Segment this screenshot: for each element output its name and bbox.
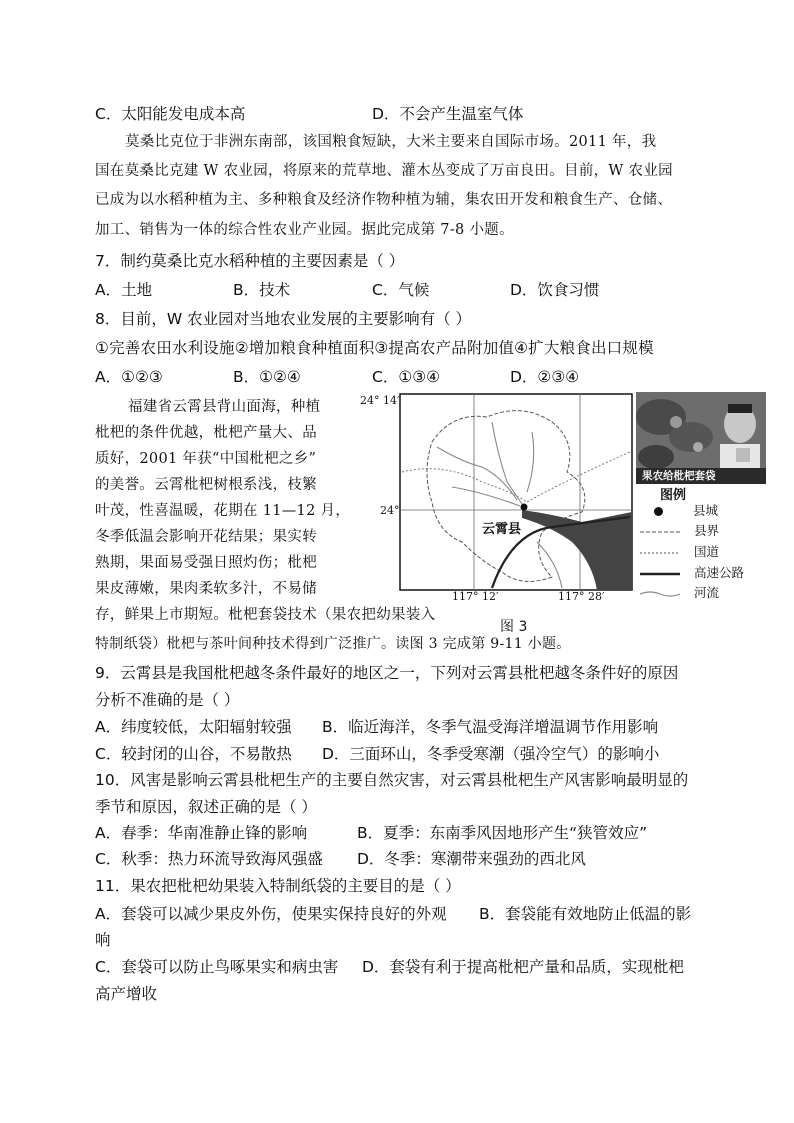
q7-option-a: A．土地	[95, 281, 153, 299]
passage2-line-7: 熟期，果面易受强日照灼伤；枇杷	[95, 555, 317, 571]
expressway-icon	[640, 570, 680, 578]
passage1-line-1: 莫桑比克位于非洲东南部，该国粮食短缺，大米主要来自国际市场。2011 年，我	[125, 134, 657, 150]
q9-stem-line-1: 9．云霄县是我国枇杷越冬条件最好的地区之一，下列对云霄县枇杷越冬条件好的原因	[95, 664, 679, 682]
q7-option-b: B．技术	[233, 281, 291, 299]
passage2-line-2: 枇杷的条件优越，枇杷产量大、品	[95, 425, 317, 441]
q8-stem: 8．目前，W 农业园对当地农业发展的主要影响有（ ）	[95, 310, 472, 328]
lat-mid-label: 24°	[380, 504, 400, 517]
passage2-line-1: 福建省云霄县背山面海，种植	[128, 399, 321, 415]
yunxiao-map	[392, 392, 636, 602]
legend-border-label: 县界	[694, 523, 720, 538]
q10-option-b: B．夏季：东南季风因地形产生“狭管效应”	[357, 824, 648, 842]
legend-national-road	[640, 542, 719, 560]
legend-river	[640, 583, 719, 601]
q9-stem-line-2: 分析不准确的是（ ）	[95, 691, 240, 709]
passage1-line-4: 加工、销售为一体的综合性农业产业园。据此完成第 7-8 小题。	[95, 222, 514, 238]
q10-stem-line-2: 季节和原因，叙述正确的是（ ）	[95, 798, 317, 816]
figure-caption: 图 3	[500, 619, 528, 635]
legend-county-label: 县城	[693, 503, 719, 518]
passage2-line-10: 特制纸袋）枇杷与茶叶间种技术得到广泛推广。读图 3 完成第 9-11 小题。	[95, 636, 571, 652]
passage1-line-2: 国在莫桑比克建 W 农业园，将原来的荒草地、灌木丛变成了万亩良田。目前，W 农业园	[95, 163, 673, 179]
lon-left-label: 117° 12′	[452, 590, 499, 603]
farmer-photo	[636, 392, 766, 484]
legend-road-label: 国道	[694, 544, 720, 559]
county-seat-icon	[654, 507, 663, 516]
q10-option-a: A．春季：华南准静止锋的影响	[95, 824, 308, 842]
q6-option-d: D．不会产生温室气体	[372, 105, 524, 123]
map-figure-3	[360, 392, 636, 635]
q8-option-d: D．②③④	[510, 368, 580, 386]
q7-option-c: C．气候	[372, 281, 430, 299]
q11-option-d-line-1: D．套袋有利于提高枇杷产量和品质，实现枇杷	[362, 958, 684, 976]
passage2-line-8: 果皮薄嫩，果肉柔软多汁，不易储	[95, 581, 317, 597]
passage2-line-6: 冬季低温会影响开花结果；果实转	[95, 529, 317, 545]
passage2-line-5: 叶茂，性喜温暖，花期在 11—12 月，	[95, 503, 351, 519]
q11-stem: 11．果农把枇杷幼果装入特制纸袋的主要目的是（ ）	[95, 877, 461, 895]
lon-right-label: 117° 28′	[558, 590, 605, 603]
legend-border	[640, 521, 719, 539]
q11-option-b-line-1: B．套袋能有效地防止低温的影	[479, 905, 692, 923]
passage2-line-9: 存，鲜果上市期短。枇杷套袋技术（果农把幼果装入	[95, 607, 436, 623]
passage2-line-3: 质好，2001 年获“中国枇杷之乡”	[95, 451, 317, 467]
q9-option-d: D．三面环山，冬季受寒潮（强冷空气）的影响小	[322, 745, 660, 763]
legend-river-label: 河流	[694, 585, 720, 600]
legend-expressway	[640, 563, 744, 581]
legend-county-seat	[640, 501, 718, 519]
q9-option-a: A．纬度较低，太阳辐射较强	[95, 718, 292, 736]
q6-option-c: C．太阳能发电成本高	[95, 105, 246, 123]
q8-option-b: B．①②④	[233, 368, 301, 386]
photo-caption: 果农给枇杷套袋	[642, 470, 716, 482]
q11-option-a: A．套袋可以减少果皮外伤，使果实保持良好的外观	[95, 905, 447, 923]
lat-top-label: 24° 14′	[360, 394, 400, 407]
passage1-line-3: 已成为以水稻种植为主、多种粮食及经济作物种植为辅，集农田开发和粮食生产、仓储、	[95, 192, 673, 208]
q10-stem-line-1: 10．风害是影响云霄县枇杷生产的主要自然灾害，对云霄县枇杷生产风害影响最明显的	[95, 771, 689, 789]
county-seat-marker	[521, 504, 528, 511]
q8-items: ①完善农田水利设施②增加粮食种植面积③提高农产品附加值④扩大粮食出口规模	[95, 339, 654, 357]
border-line-icon	[640, 528, 680, 536]
q11-option-b-line-2: 响	[95, 931, 111, 949]
q8-option-a: A．①②③	[95, 368, 163, 386]
county-name-label: 云霄县	[482, 522, 522, 537]
q10-option-d: D．冬季：寒潮带来强劲的西北风	[357, 850, 586, 868]
q11-option-d-line-2: 高产增收	[95, 985, 158, 1003]
q9-option-c: C．较封闭的山谷，不易散热	[95, 745, 292, 763]
legend-expressway-label: 高速公路	[694, 565, 745, 580]
q7-option-d: D．饮食习惯	[510, 281, 600, 299]
q11-option-c: C．套袋可以防止鸟啄果实和病虫害	[95, 958, 339, 976]
q8-option-c: C．①③④	[372, 368, 441, 386]
river-icon	[640, 590, 680, 598]
q10-option-c: C．秋季：热力环流导致海风强盛	[95, 850, 323, 868]
national-road-icon	[640, 549, 680, 557]
passage2-line-4: 的美誉。云霄枇杷树根系浅，枝繁	[95, 477, 317, 493]
q7-stem: 7．制约莫桑比克水稻种植的主要因素是（ ）	[95, 252, 405, 270]
q9-option-b: B．临近海洋，冬季气温受海洋增温调节作用影响	[322, 718, 659, 736]
legend-title: 图例	[660, 488, 687, 503]
